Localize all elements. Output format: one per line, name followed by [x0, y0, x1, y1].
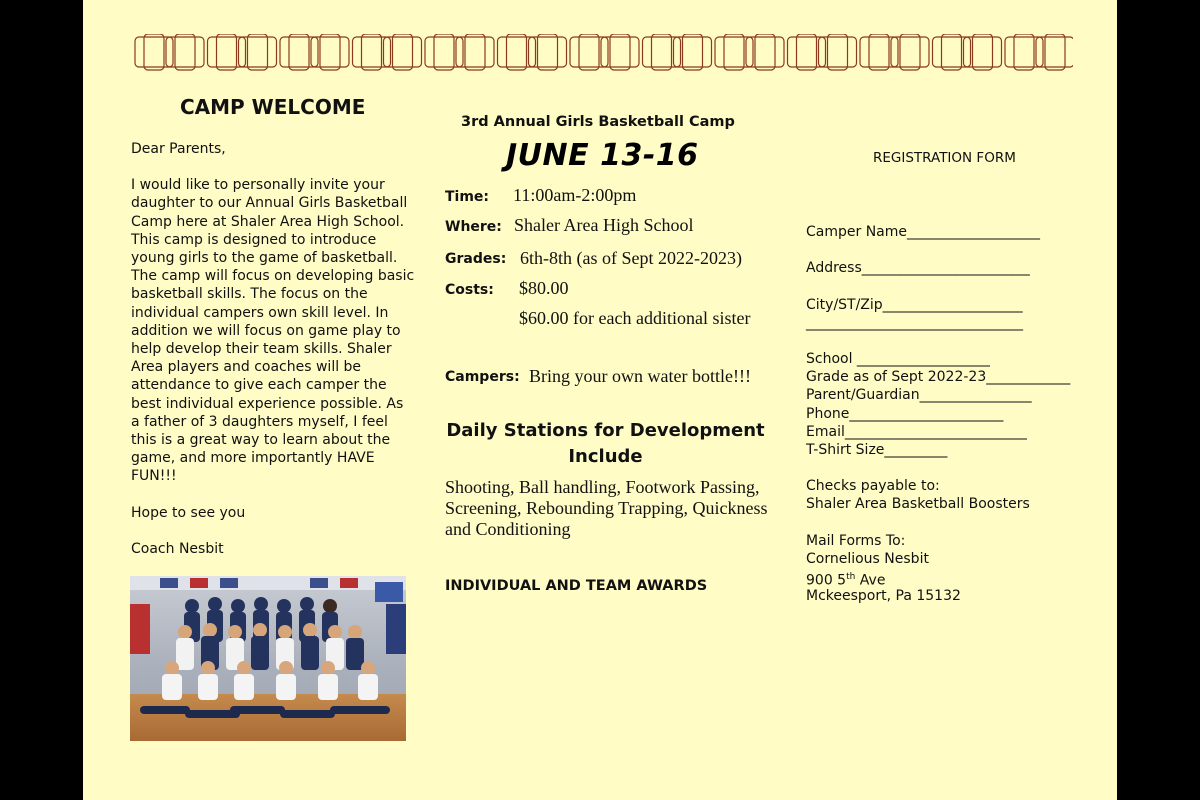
letter-body: I would like to personally invite your daughter to our Annual Girls Basketball Camp here at Shaler Area High School. This camp is designed to introduce young girls to the game of basketball. The camp will focus on developing basic basketball skills. The focus on the individual campers own skill level. In addition we will focus on game play to help develop their team skills. Shaler Area players and coaches will be attendance to give each camper the best individual experience possible. As a father of 3 daughters myself, I feel this is a great way to learn about the game, and more importantly HAVE FUN!!!	[131, 177, 415, 485]
grade-field[interactable]: Grade as of Sept 2022-23____________	[806, 369, 1071, 385]
letter-greeting: Dear Parents,	[131, 141, 226, 157]
stations-title: Daily Stations for Development Include	[446, 420, 765, 467]
tshirt-size-field[interactable]: T-Shirt Size_________	[806, 442, 948, 458]
cost-regular: $80.00	[519, 278, 569, 298]
parent-guardian-field[interactable]: Parent/Guardian________________	[806, 387, 1032, 403]
cost-sister: $60.00 for each additional sister	[519, 308, 751, 328]
email-field[interactable]: Email__________________________	[806, 424, 1027, 440]
where-value: Shaler Area High School	[514, 215, 694, 235]
city-state-zip-line2[interactable]: _______________________________	[806, 315, 1023, 331]
camp-welcome-title: CAMP WELCOME	[180, 95, 366, 119]
city-state-zip-field[interactable]: City/ST/Zip____________________	[806, 297, 1023, 313]
camper-name-field[interactable]: Camper Name___________________	[806, 224, 1041, 240]
phone-field[interactable]: Phone______________________	[806, 406, 1004, 422]
mail-street-ordinal: th	[846, 572, 856, 582]
grades-label: Grades:	[445, 251, 507, 267]
costs-label: Costs:	[445, 282, 494, 298]
flyer-page	[83, 0, 1117, 800]
letter-closing: Hope to see you	[131, 504, 246, 521]
campers-value: Bring your own water bottle!!!	[529, 366, 751, 386]
where-label: Where:	[445, 219, 502, 235]
school-field[interactable]: School ___________________	[806, 351, 990, 367]
grades-value: 6th-8th (as of Sept 2022-2023)	[520, 248, 742, 268]
awards-heading: INDIVIDUAL AND TEAM AWARDS	[445, 578, 708, 594]
time-value: 11:00am-2:00pm	[513, 185, 637, 205]
registration-title: REGISTRATION FORM	[873, 150, 1016, 166]
time-label: Time:	[445, 189, 490, 205]
letter-signature: Coach Nesbit	[131, 540, 224, 557]
mail-forms-label: Mail Forms To:	[806, 533, 906, 549]
mail-street-number: 900 5	[806, 572, 847, 589]
address-field[interactable]: Address________________________	[806, 260, 1030, 276]
campers-label: Campers:	[445, 369, 520, 385]
camp-dates: JUNE 13-16	[506, 138, 699, 173]
camp-title: 3rd Annual Girls Basketball Camp	[461, 114, 735, 130]
mail-street-name: Ave	[855, 572, 886, 589]
interlocking-squares-border-icon	[133, 34, 1073, 74]
welcome-letter	[131, 140, 416, 576]
mail-name: Cornelious Nesbit	[806, 551, 929, 567]
team-photo	[130, 576, 406, 741]
checks-payable-label: Checks payable to:	[806, 478, 940, 494]
stations-list: Shooting, Ball handling, Footwork Passing, Screening, Rebounding Trapping, Quickness and Conditioning	[445, 477, 768, 539]
checks-payable-value: Shaler Area Basketball Boosters	[806, 496, 1030, 512]
mail-city: Mckeesport, Pa 15132	[806, 588, 961, 604]
